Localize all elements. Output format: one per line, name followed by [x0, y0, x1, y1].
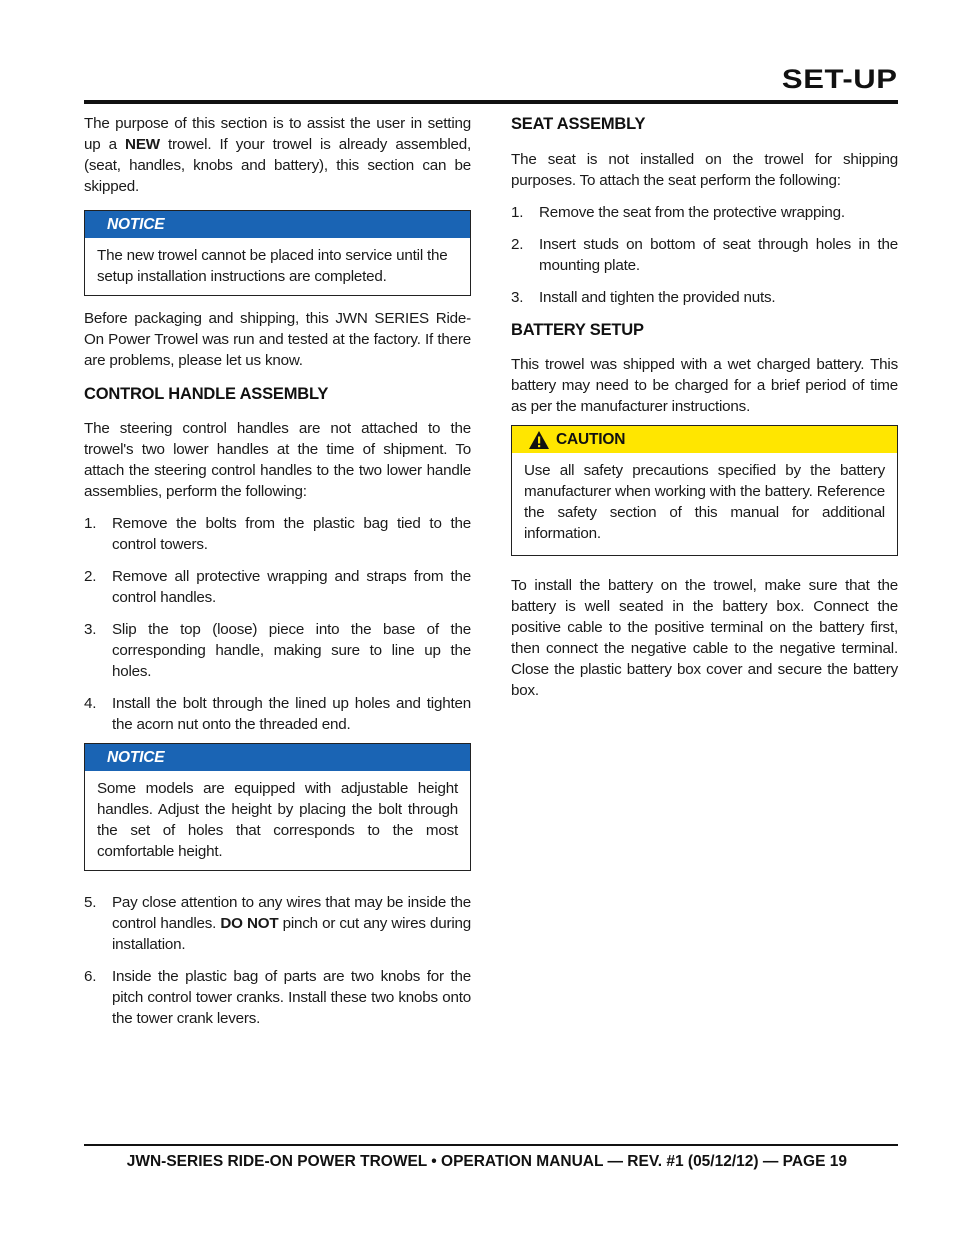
seat-assembly-heading: SEAT ASSEMBLY [511, 115, 646, 133]
list-item [84, 619, 471, 682]
list-item [84, 566, 471, 608]
list-item [84, 513, 471, 555]
list-text: Remove the seat from the protective wrapping. [539, 204, 845, 221]
warning-triangle-icon [528, 430, 550, 450]
list-item [84, 966, 471, 1029]
page-footer: JWN-SERIES RIDE-ON POWER TROWEL • OPERATION MANUAL — REV. #1 (05/12/12) — PAGE 19 [126, 1153, 847, 1170]
step5-text-pre: Pay close attention to any wires that may be inside the control handles. [112, 894, 471, 932]
list-text: Remove all protective wrapping and straps from the control handles. [112, 568, 471, 606]
control-handle-intro: The steering control handles are not attached to the trowel's two lower handles at the time of shipment. To attach the steering control handles to the two lower handle assemblies, perform the following: [84, 420, 471, 500]
list-text [112, 892, 471, 955]
battery-setup-heading: BATTERY SETUP [511, 321, 644, 339]
list-number: 1. [84, 515, 97, 532]
caution-label: CAUTION [556, 431, 626, 448]
list-item [511, 234, 898, 276]
caution-text: Use all safety precautions specified by the battery manufacturer when working with the battery. Reference the safety section of this manual for additional information. [524, 462, 885, 542]
list-item [84, 892, 471, 955]
factory-test-paragraph: Before packaging and shipping, this JWN SERIES Ride-On Power Trowel was run and tested at the factory. If there are problems, please let us know. [84, 310, 471, 369]
list-number: 3. [84, 621, 97, 638]
intro-text-post: trowel. If your trowel is already assembled, (seat, handles, knobs and battery), this section can be skipped. [84, 136, 471, 195]
seat-assembly-intro: The seat is not installed on the trowel for shipping purposes. To attach the seat perform the following: [511, 151, 898, 189]
list-number: 1. [511, 204, 524, 221]
list-item [511, 202, 898, 223]
notice-label: NOTICE [85, 744, 470, 771]
notice-text: Some models are equipped with adjustable height handles. Adjust the height by placing the bolt through the set of holes that corresponds to the most comfortable height. [97, 780, 458, 860]
footer-rule [84, 1144, 898, 1146]
intro-text-strong: NEW [125, 136, 160, 153]
caution-box [511, 425, 898, 556]
list-item [511, 287, 898, 308]
list-number: 2. [84, 568, 97, 585]
list-number: 5. [84, 894, 97, 911]
list-text: Insert studs on bottom of seat through holes in the mounting plate. [539, 236, 898, 274]
caution-header [512, 426, 897, 453]
list-item [84, 693, 471, 735]
list-text: Slip the top (loose) piece into the base of the corresponding handle, making sure to line up the holes. [112, 621, 471, 680]
intro-text-pre: The purpose of this section is to assist the user in setting up a [84, 115, 471, 153]
battery-install-paragraph: To install the battery on the trowel, make sure that the battery is well seated in the battery box. Connect the positive cable to the positive terminal on the battery first, then connect the negative cable to the negative terminal. Close the plastic battery box cover and secure the battery box. [511, 577, 898, 699]
list-number: 2. [511, 236, 524, 253]
list-number: 3. [511, 289, 524, 306]
list-text: Remove the bolts from the plastic bag tied to the control towers. [112, 515, 471, 553]
step5-text-strong: DO NOT [220, 915, 279, 932]
control-handle-heading: CONTROL HANDLE ASSEMBLY [84, 385, 329, 403]
list-text: Install the bolt through the lined up holes and tighten the acorn nut onto the threaded end. [112, 695, 471, 733]
notice-text: The new trowel cannot be placed into service until the setup installation instructions are completed. [97, 247, 448, 285]
battery-setup-intro: This trowel was shipped with a wet charged battery. This battery may need to be charged for a brief period of time as per the manufacturer instructions. [511, 356, 898, 415]
list-text: Install and tighten the provided nuts. [539, 289, 776, 306]
header-rule [84, 100, 898, 104]
list-number: 6. [84, 968, 97, 985]
step5-text-post: pinch or cut any wires during installation. [112, 915, 471, 953]
page-title: SET-UP [782, 64, 898, 94]
notice-box-setup [84, 210, 471, 296]
intro-paragraph [84, 113, 471, 197]
notice-box-height [84, 743, 471, 871]
right-column [511, 113, 898, 701]
notice-label: NOTICE [85, 211, 470, 238]
list-number: 4. [84, 695, 97, 712]
left-column [84, 113, 471, 1029]
list-text: Inside the plastic bag of parts are two knobs for the pitch control tower cranks. Install these two knobs onto the tower crank levers. [112, 968, 471, 1027]
